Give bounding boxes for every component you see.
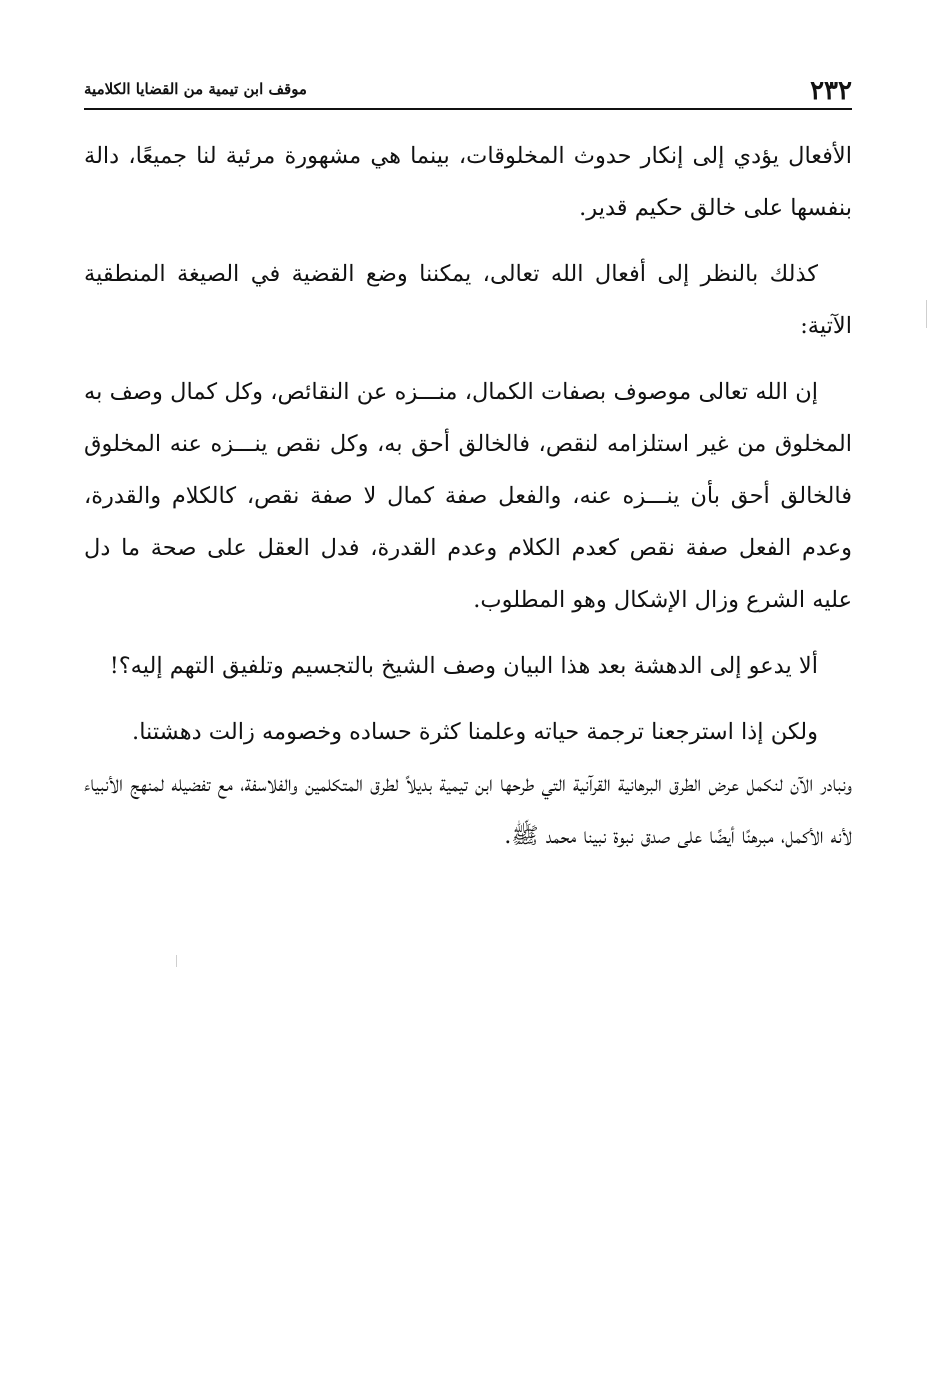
paragraph: ونبادر الآن لنكمل عرض الطرق البرهانية القرآنية التي طرحها ابن تيمية بديلاً لطرق المتكلمين والفلاسفة، مع تفضيله لمنهج الأنبياء لأنه الأكمل، مبرهنًا أيضًا على صدق نبوة نبينا محمد ﷺ. bbox=[84, 771, 852, 849]
paragraph: إن الله تعالى موصوف بصفات الكمال، منـــزه عن النقائص، وكل كمال وصف به المخلوق من غير استلزامه لنقص، فالخالق أحق به، وكل نقص ينـــزه عنه المخلوق فالخالق أحق بأن ينـــزه عنه، والفعل صفة كمال لا صفة نقص، كالكلام والقدرة، وعدم الفعل صفة نقص كعدم الكلام وعدم القدرة، فدل العقل على صحة ما دل عليه الشرع وزال الإشكال وهو المطلوب. bbox=[84, 379, 852, 613]
paragraph: الأفعال يؤدي إلى إنكار حدوث المخلوقات، بينما هي مشهورة مرئية لنا جميعًا، دالة بنفسها على خالق حكيم قدير. bbox=[84, 143, 852, 221]
body-text bbox=[84, 130, 852, 876]
running-title: موقف ابن تيمية من القضايا الكلامية bbox=[84, 80, 307, 98]
scan-mark bbox=[176, 955, 177, 967]
paragraph: كذلك بالنظر إلى أفعال الله تعالى، يمكننا وضع القضية في الصيغة المنطقية الآتية: bbox=[84, 261, 852, 339]
page-header bbox=[84, 74, 852, 110]
paragraph: ألا يدعو إلى الدهشة بعد هذا البيان وصف الشيخ بالتجسيم وتلفيق التهم إليه؟! bbox=[109, 653, 818, 679]
scan-mark bbox=[926, 300, 927, 328]
page-number: ٢٣٢ bbox=[810, 76, 852, 106]
paragraph: ولكن إذا استرجعنا ترجمة حياته وعلمنا كثرة حساده وخصومه زالت دهشتنا. bbox=[132, 719, 818, 745]
